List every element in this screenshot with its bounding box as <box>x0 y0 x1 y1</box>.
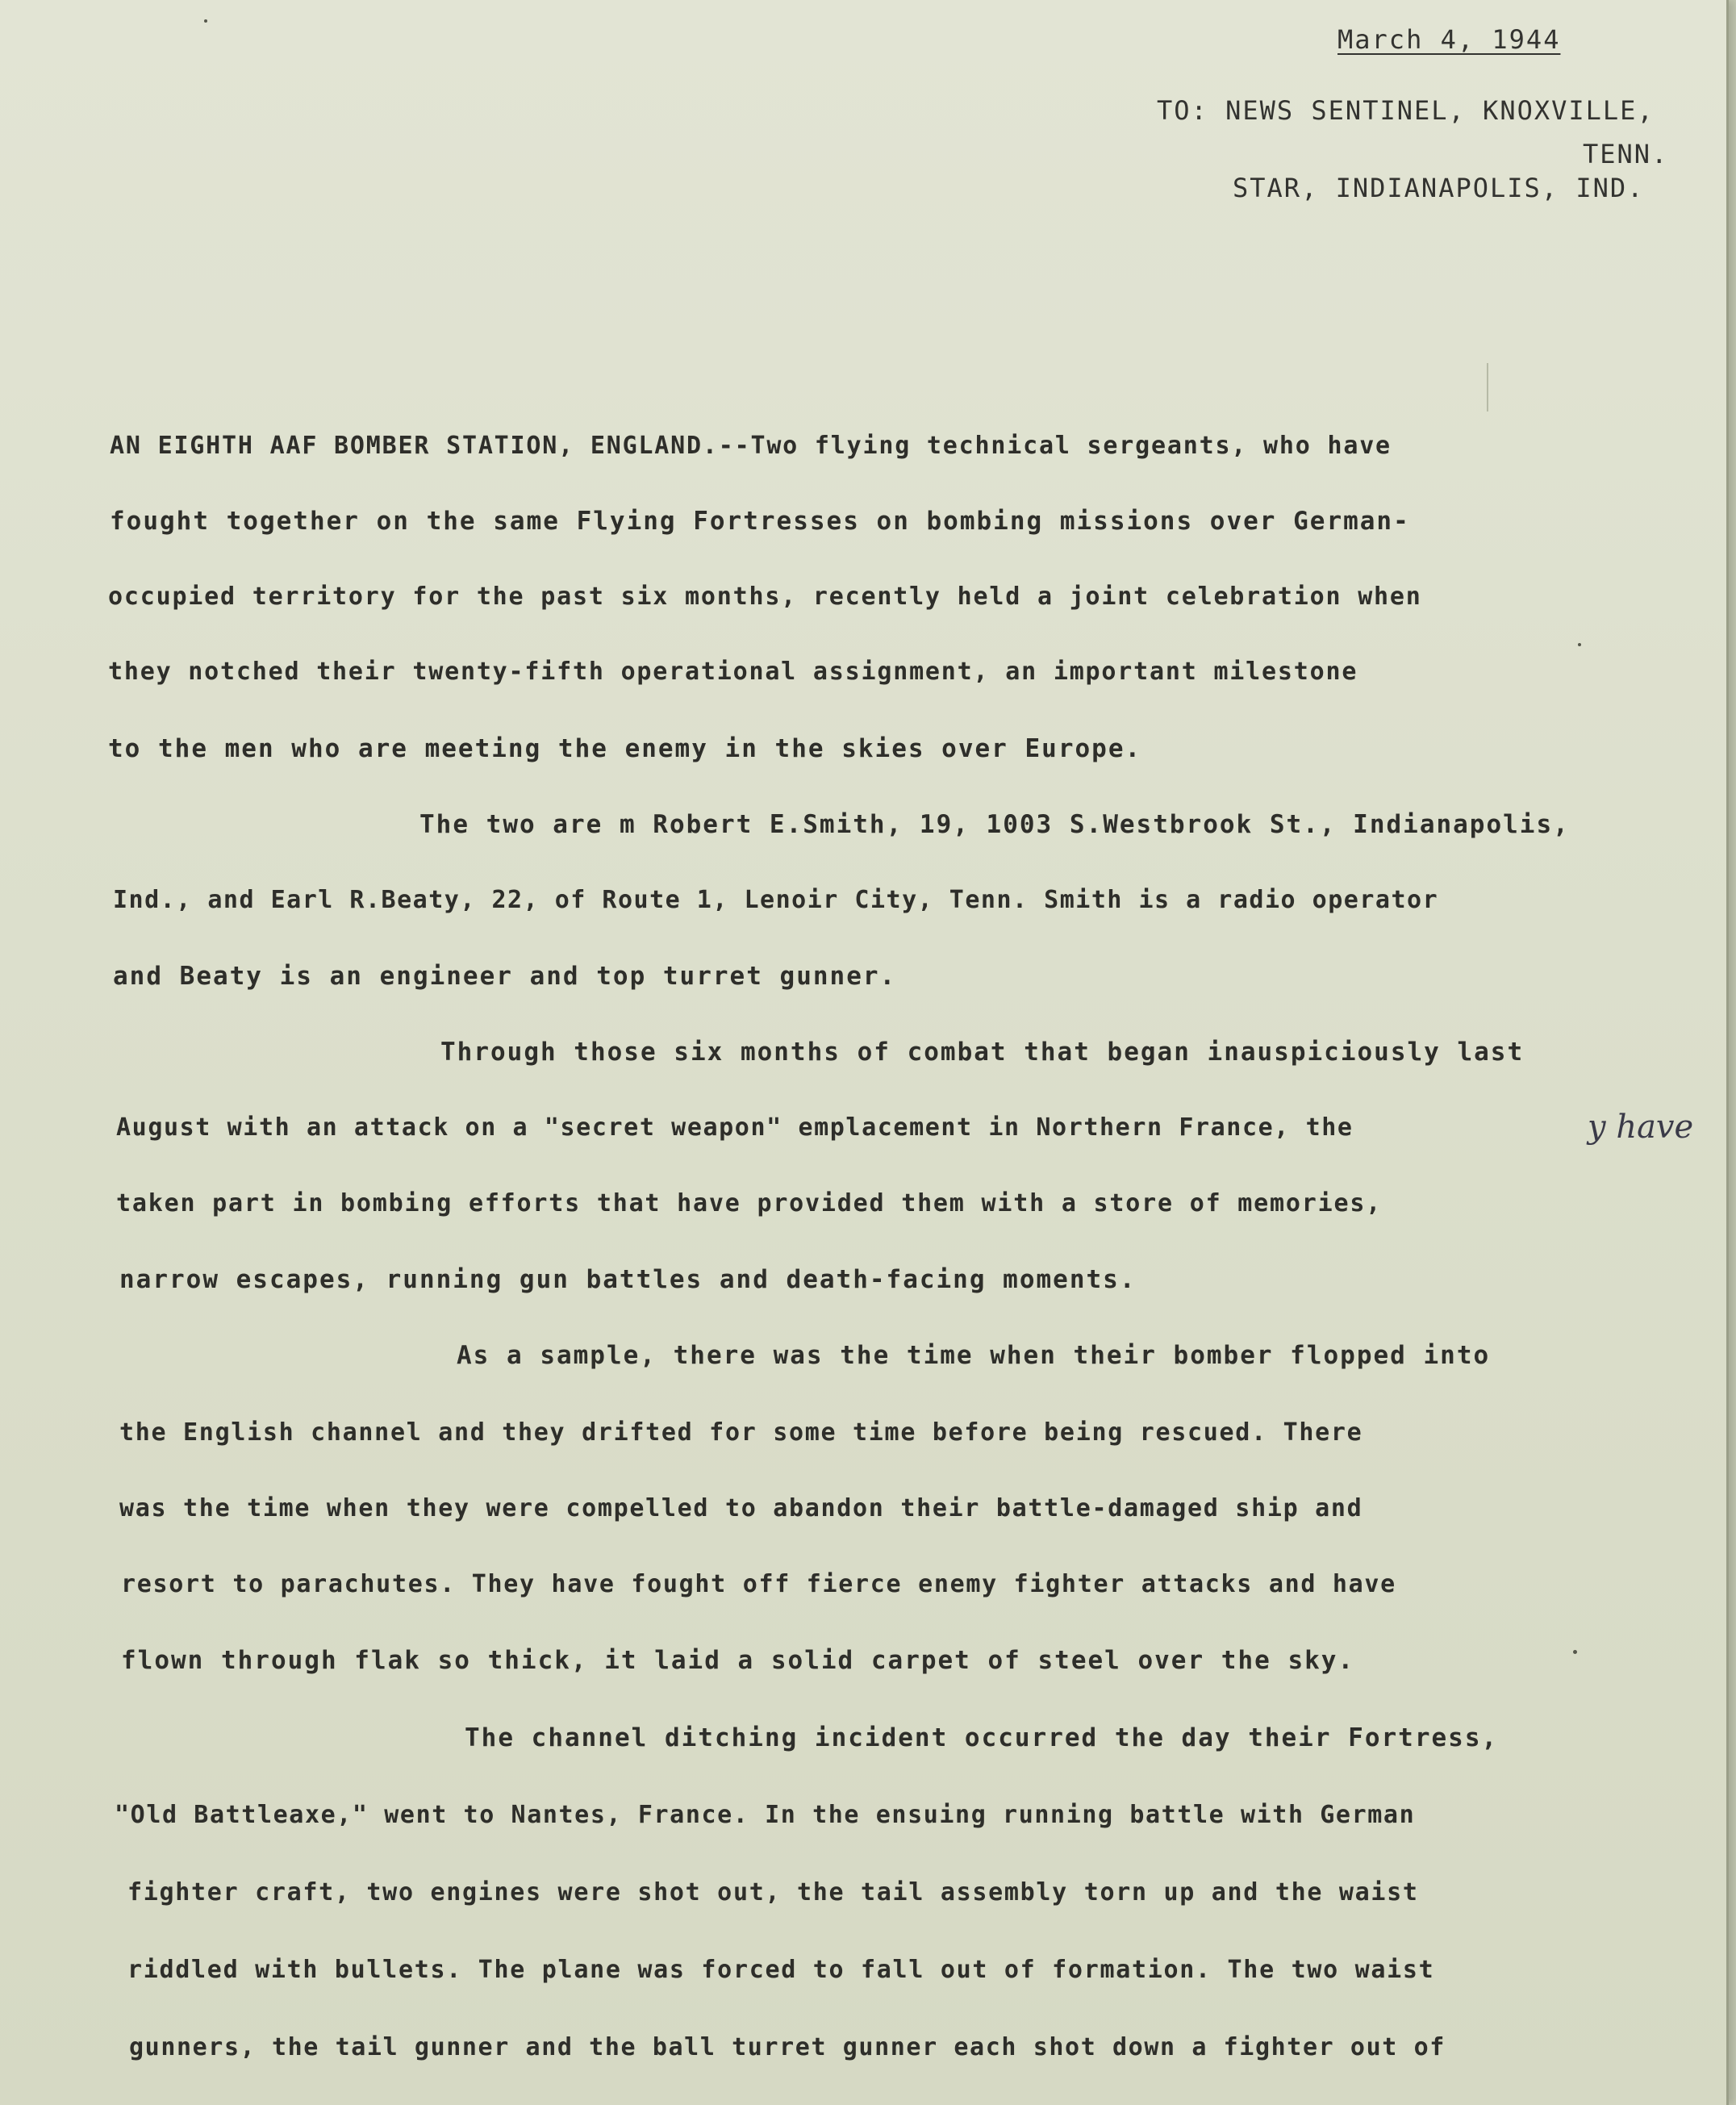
body-line: occupied territory for the past six months, recently held a joint celebration when <box>108 583 1422 611</box>
body-line: fighter craft, two engines were shot out, the tail assembly torn up and the waist <box>127 1878 1419 1907</box>
body-line: resort to parachutes. They have fought off fierce enemy fighter attacks and have <box>121 1570 1396 1598</box>
paper-speck <box>1578 643 1581 646</box>
body-line: the English channel and they drifted for some time before being rescued. There <box>119 1418 1363 1447</box>
body-line: gunners, the tail gunner and the ball turret gunner each shot down a fighter out of <box>129 2033 1446 2061</box>
body-line: Ind., and Earl R.Beaty, 22, of Route 1, Lenoir City, Tenn. Smith is a radio operator <box>113 886 1439 914</box>
recipient-line-2: TENN. <box>1583 139 1669 169</box>
recipient-line-3: STAR, INDIANAPOLIS, IND. <box>1233 173 1645 203</box>
body-line: Through those six months of combat that began inauspiciously last <box>440 1038 1525 1067</box>
body-line: August with an attack on a "secret weapon" emplacement in Northern France, the <box>116 1113 1354 1142</box>
recipient-line-1: TO: NEWS SENTINEL, KNOXVILLE, <box>1157 95 1655 126</box>
body-line: riddled with bullets. The plane was forced to fall out of formation. The two waist <box>127 1956 1435 1984</box>
body-line: they notched their twenty-fifth operational assignment, an important milestone <box>108 658 1358 686</box>
body-line: AN EIGHTH AAF BOMBER STATION, ENGLAND.--Two flying technical sergeants, who have <box>110 432 1392 460</box>
body-line: The two are m Robert E.Smith, 19, 1003 S.Westbrook St., Indianapolis, <box>419 810 1570 839</box>
document-date: March 4, 1944 <box>1337 24 1561 55</box>
paper-mark <box>1487 363 1488 411</box>
body-line: and Beaty is an engineer and top turret gunner. <box>113 962 897 991</box>
body-line: to the men who are meeting the enemy in the skies over Europe. <box>108 734 1142 763</box>
body-line: fought together on the same Flying Fortresses on bombing missions over German- <box>110 507 1410 536</box>
handwritten-insertion: y have <box>1588 1109 1694 1146</box>
body-line: flown through flak so thick, it laid a solid carpet of steel over the sky. <box>121 1646 1355 1675</box>
body-line: "Old Battleaxe," went to Nantes, France. In the ensuing running battle with German <box>115 1801 1416 1829</box>
body-line: As a sample, there was the time when their bomber flopped into <box>457 1341 1491 1370</box>
body-line: narrow escapes, running gun battles and death-facing moments. <box>119 1265 1137 1294</box>
body-line: taken part in bombing efforts that have provided them with a store of memories, <box>116 1189 1383 1217</box>
paper-speck <box>204 19 207 23</box>
paper-speck <box>1573 1650 1577 1654</box>
body-line: was the time when they were compelled to abandon their battle-damaged ship and <box>119 1494 1363 1522</box>
body-line: The channel ditching incident occurred the day their Fortress, <box>465 1723 1499 1752</box>
